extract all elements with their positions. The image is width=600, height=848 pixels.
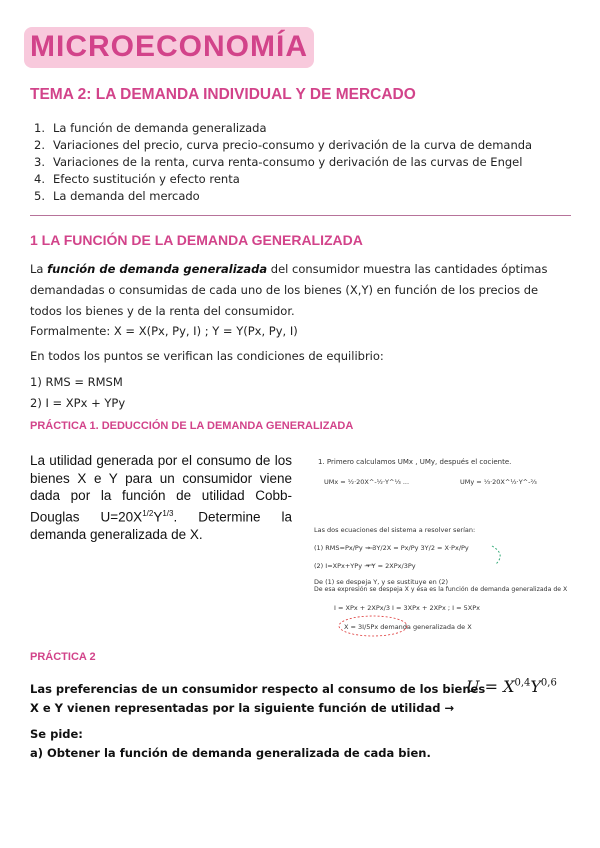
note-line: De esa expresión se despeja X y ésa es la función de demanda generalizada de X [314,586,568,593]
toc-item: 5. La demanda del mercado [34,189,200,203]
note-line: (2) I=XPx+YPy → Y = 2XPx/3Py [314,562,416,570]
se-pide: Se pide: [30,727,83,741]
note-line: UMx = ½·20X^-½·Y^⅓ ... [324,478,410,486]
intro-paragraph: La función de demanda generalizada del consumidor muestra las cantidades óptimas demandadas o consumidas de cada uno de los bienes (X,Y) en función de los precios de todos los bienes y de la renta del consumidor. [30,262,548,318]
practica-2-line-2: X e Y vienen representadas por la siguiente función de utilidad → [30,701,455,715]
defined-term: función de demanda generalizada [47,262,268,276]
note-line: Las dos ecuaciones del sistema a resolver serían: [314,526,476,534]
section-heading: 1 LA FUNCIÓN DE LA DEMANDA GENERALIZADA [30,232,363,248]
page-title: MICROECONOMÍA [30,30,308,63]
toc-item: 2. Variaciones del precio, curva precio-consumo y derivación de la curva de demanda [34,138,533,152]
practica-2-heading: PRÁCTICA 2 [30,651,96,663]
toc-item: 3. Variaciones de la renta, curva renta-consumo y derivación de las curvas de Engel [34,155,523,169]
practica-1-heading: PRÁCTICA 1. DEDUCCIÓN DE LA DEMANDA GENERALIZADA [30,420,354,432]
note-line: I = XPx + 2XPx/3 I = 3XPx + 2XPx ; I = 5XPx [334,604,480,612]
question-a: a) Obtener la función de demanda generalizada de cada bien. [30,746,431,760]
handwritten-solution [310,452,580,642]
toc-item: 1. La función de demanda generalizada [34,121,267,135]
note-line: 1. Primero calculamos UMx , UMy, después el cociente. [318,458,512,466]
section-divider [30,215,571,216]
condition-2: 2) I = XPx + YPy [30,396,126,410]
title-highlight [24,27,314,68]
tema-heading: TEMA 2: LA DEMANDA INDIVIDUAL Y DE MERCADO [30,86,416,103]
note-line: X = 3I/5Px demanda generalizada de X [344,623,472,631]
note-line: UMy = ⅓·20X^½·Y^-⅔ [460,478,537,486]
practica-1-problem: La utilidad generada por el consumo de los bienes X e Y para un consumidor viene dada por la función de utilidad Cobb-Douglas $U=20X^{1/2}Y^{1/3}$. Determine la demanda generalizada de X. [30,453,292,542]
note-marks [310,452,580,642]
utility-formula: $U = X^{0,4}Y^{0,6}$ [466,677,557,696]
toc-item: 4. Efecto sustitución y efecto renta [34,172,240,186]
note-line: (1) RMS=Px/Py → 3Y/2X = Px/Py 3Y/2 = X·Px/Py [314,544,469,552]
note-line: De (1) se despeja Y, y se sustituye en (2) [314,578,448,586]
equilibrium-text: En todos los puntos se verifican las condiciones de equilibrio: [30,349,384,363]
condition-1: 1) RMS = RMSM [30,375,123,389]
table-of-contents [34,120,532,205]
practica-2-line-1: Las preferencias de un consumidor respecto al consumo de los bienes [30,682,486,696]
formal-definition: Formalmente: X = X(Px, Py, I) ; Y = Y(Px, Py, I) [30,324,298,338]
